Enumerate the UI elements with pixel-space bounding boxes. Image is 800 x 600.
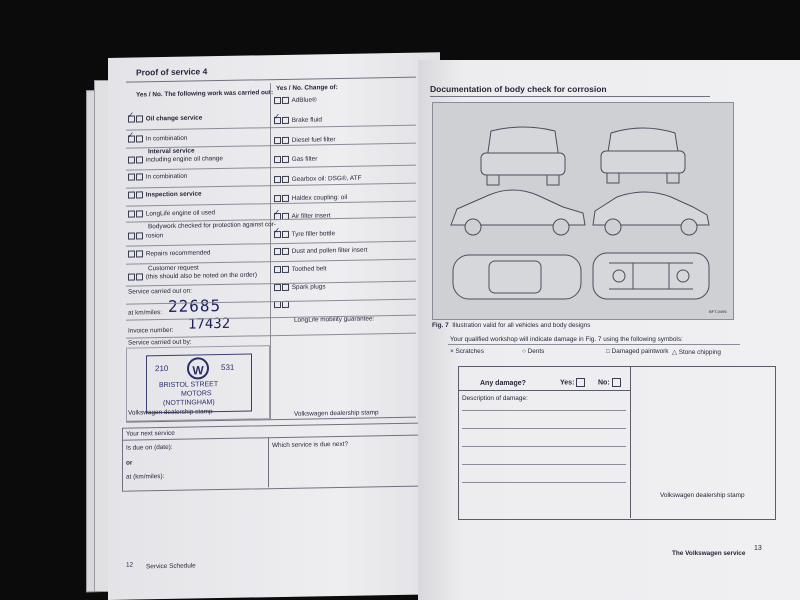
legend-stone-chipping (672, 348, 721, 356)
damage-no-option[interactable] (598, 378, 622, 387)
check-mark-combination: ✓ (128, 130, 134, 141)
haldex-label: Haldex coupling: oil (291, 194, 348, 202)
interval-service-sub-label: including engine oil change (145, 155, 223, 164)
figure-caption (432, 322, 590, 329)
spark-plugs-label: Spark plugs (291, 283, 326, 291)
corrosion-check-title: Documentation of body check for corrosion (430, 84, 607, 94)
stone-chipping-label: Stone chipping (678, 349, 721, 356)
oil-change-label: Oil change service (145, 114, 203, 123)
repairs-label: Repairs recommended (145, 249, 211, 258)
right-stamp-caption: Volkswagen dealership stamp (660, 492, 745, 499)
adblue-item (274, 96, 317, 104)
tyre-bottle-item (274, 230, 335, 238)
scratches-symbol-icon: × (450, 348, 454, 355)
legend-dents (522, 348, 544, 355)
stamp-number-left: 210 (155, 363, 169, 374)
inspection-label: Inspection service (145, 190, 202, 199)
km-miles-label: at km/miles: (128, 309, 163, 317)
vw-logo-icon: W (187, 357, 209, 379)
repairs-item (128, 249, 210, 258)
check-mark-oil: ✓ (128, 110, 134, 121)
customer-request-label: Customer request (148, 264, 199, 273)
stamp-line-2: MOTORS (181, 390, 212, 398)
adblue-label: AdBlue® (291, 96, 317, 104)
handwritten-km: 22685 (168, 296, 222, 316)
brake-fluid-label: Brake fluid (291, 116, 322, 124)
spark-plugs-item (274, 283, 326, 291)
gas-filter-item (274, 155, 317, 163)
left-footer-label: Service Schedule (146, 562, 196, 571)
scratches-label: Scratches (455, 348, 484, 355)
gas-filter-label: Gas filter (291, 155, 318, 163)
right-footer-label: The Volkswagen service (672, 550, 746, 557)
customer-request-item (128, 271, 257, 280)
legend-scratches (450, 348, 484, 355)
toothed-belt-label: Toothed belt (291, 265, 327, 273)
stone-chipping-symbol-icon: △ (672, 349, 677, 356)
due-on-label: Is due on (date): (126, 443, 173, 452)
interval-service-label: Interval service (148, 147, 195, 156)
interval-service-sub (128, 155, 223, 164)
right-page (418, 60, 800, 600)
pollen-filter-item (274, 246, 367, 255)
damage-instruction: Your qualified workshop will indicate damage in Fig. 7 using the following symbols: (450, 336, 683, 343)
inspection-item (128, 190, 202, 198)
left-page-number: 12 (126, 561, 134, 569)
right-page-number: 13 (754, 545, 762, 552)
any-damage-label: Any damage? (480, 380, 526, 387)
left-page (108, 52, 440, 600)
service-carried-out-on-label: Service carried out on: (128, 287, 192, 296)
longlife-guarantee-label: LongLife mobility guarantee: (294, 315, 375, 324)
stamp-line-3: (NOTTINGHAM) (163, 399, 215, 408)
proof-of-service-title: Proof of service 4 (136, 66, 208, 78)
bodywork-item (128, 232, 163, 240)
dealer-stamp (146, 353, 252, 413)
dents-symbol-icon: ○ (522, 348, 526, 355)
air-filter-label: Air filter insert (291, 212, 331, 220)
longlife-item (128, 209, 215, 218)
yes-label: Yes: (560, 379, 575, 387)
vehicle-diagram (432, 102, 734, 320)
right-column-header: Yes / No. Change of: (276, 83, 338, 93)
handwritten-invoice: 17432 (188, 315, 231, 333)
figure-label: Fig. 7 (432, 322, 449, 329)
damage-yes-option[interactable] (560, 378, 586, 387)
bodywork-label-1: Bodywork checked for protection against cor- (148, 221, 276, 231)
yes-checkbox[interactable] (576, 378, 585, 387)
stamp-caption-left: Volkswagen dealership stamp (128, 408, 213, 417)
which-service-label: Which service is due next? (272, 440, 349, 450)
diesel-filter-label: Diesel fuel filter (291, 136, 336, 144)
longlife-label: LongLife engine oil used (145, 209, 216, 218)
combination-item (128, 135, 187, 143)
dents-label: Dents (527, 348, 545, 355)
paintwork-label: Damaged paintwork (611, 348, 669, 355)
next-service-title: Your next service (126, 429, 175, 438)
toothed-belt-item (274, 265, 327, 273)
bodywork-label-2: rosion (145, 232, 164, 240)
check-mark-air: ✓ (274, 208, 280, 219)
pollen-filter-label: Dust and pollen filter insert (291, 246, 368, 255)
oil-change-item (128, 114, 202, 122)
customer-request-note: (this should also be noted on the order) (145, 271, 257, 281)
no-checkbox[interactable] (612, 378, 621, 387)
combination-label-2: In combination (145, 172, 188, 181)
stamp-caption-right: Volkswagen dealership stamp (294, 409, 379, 418)
stamp-line-1: BRISTOL STREET (159, 381, 219, 390)
service-carried-out-by-label: Service carried out by: (128, 338, 192, 347)
check-mark-brake: ✓ (274, 112, 280, 123)
at-km-label: at (km/miles): (126, 473, 165, 481)
gearbox-oil-item (274, 175, 361, 184)
description-label: Description of damage: (462, 395, 528, 402)
stamp-number-right: 531 (221, 362, 235, 373)
or-label: or (126, 459, 133, 467)
no-label: No: (598, 379, 610, 387)
paintwork-symbol-icon: □ (606, 348, 610, 355)
left-column-header: Yes / No. The following work was carried out: (136, 89, 274, 99)
diesel-filter-item (274, 136, 335, 144)
gearbox-oil-label: Gearbox oil: DSG®, ATF (291, 174, 362, 183)
combination-label: In combination (145, 134, 188, 143)
legend-damaged-paintwork (606, 348, 669, 355)
brake-fluid-item (274, 116, 322, 124)
check-mark-tyre: ✓ (274, 226, 280, 237)
figure-caption-text: Illustration valid for all vehicles and body designs (452, 322, 591, 329)
tyre-bottle-label: Tyre filler bottle (291, 230, 336, 238)
invoice-number-label: Invoice number: (128, 326, 174, 335)
figure-code: BFT-0495 (709, 309, 727, 314)
combination-item-2 (128, 173, 187, 181)
